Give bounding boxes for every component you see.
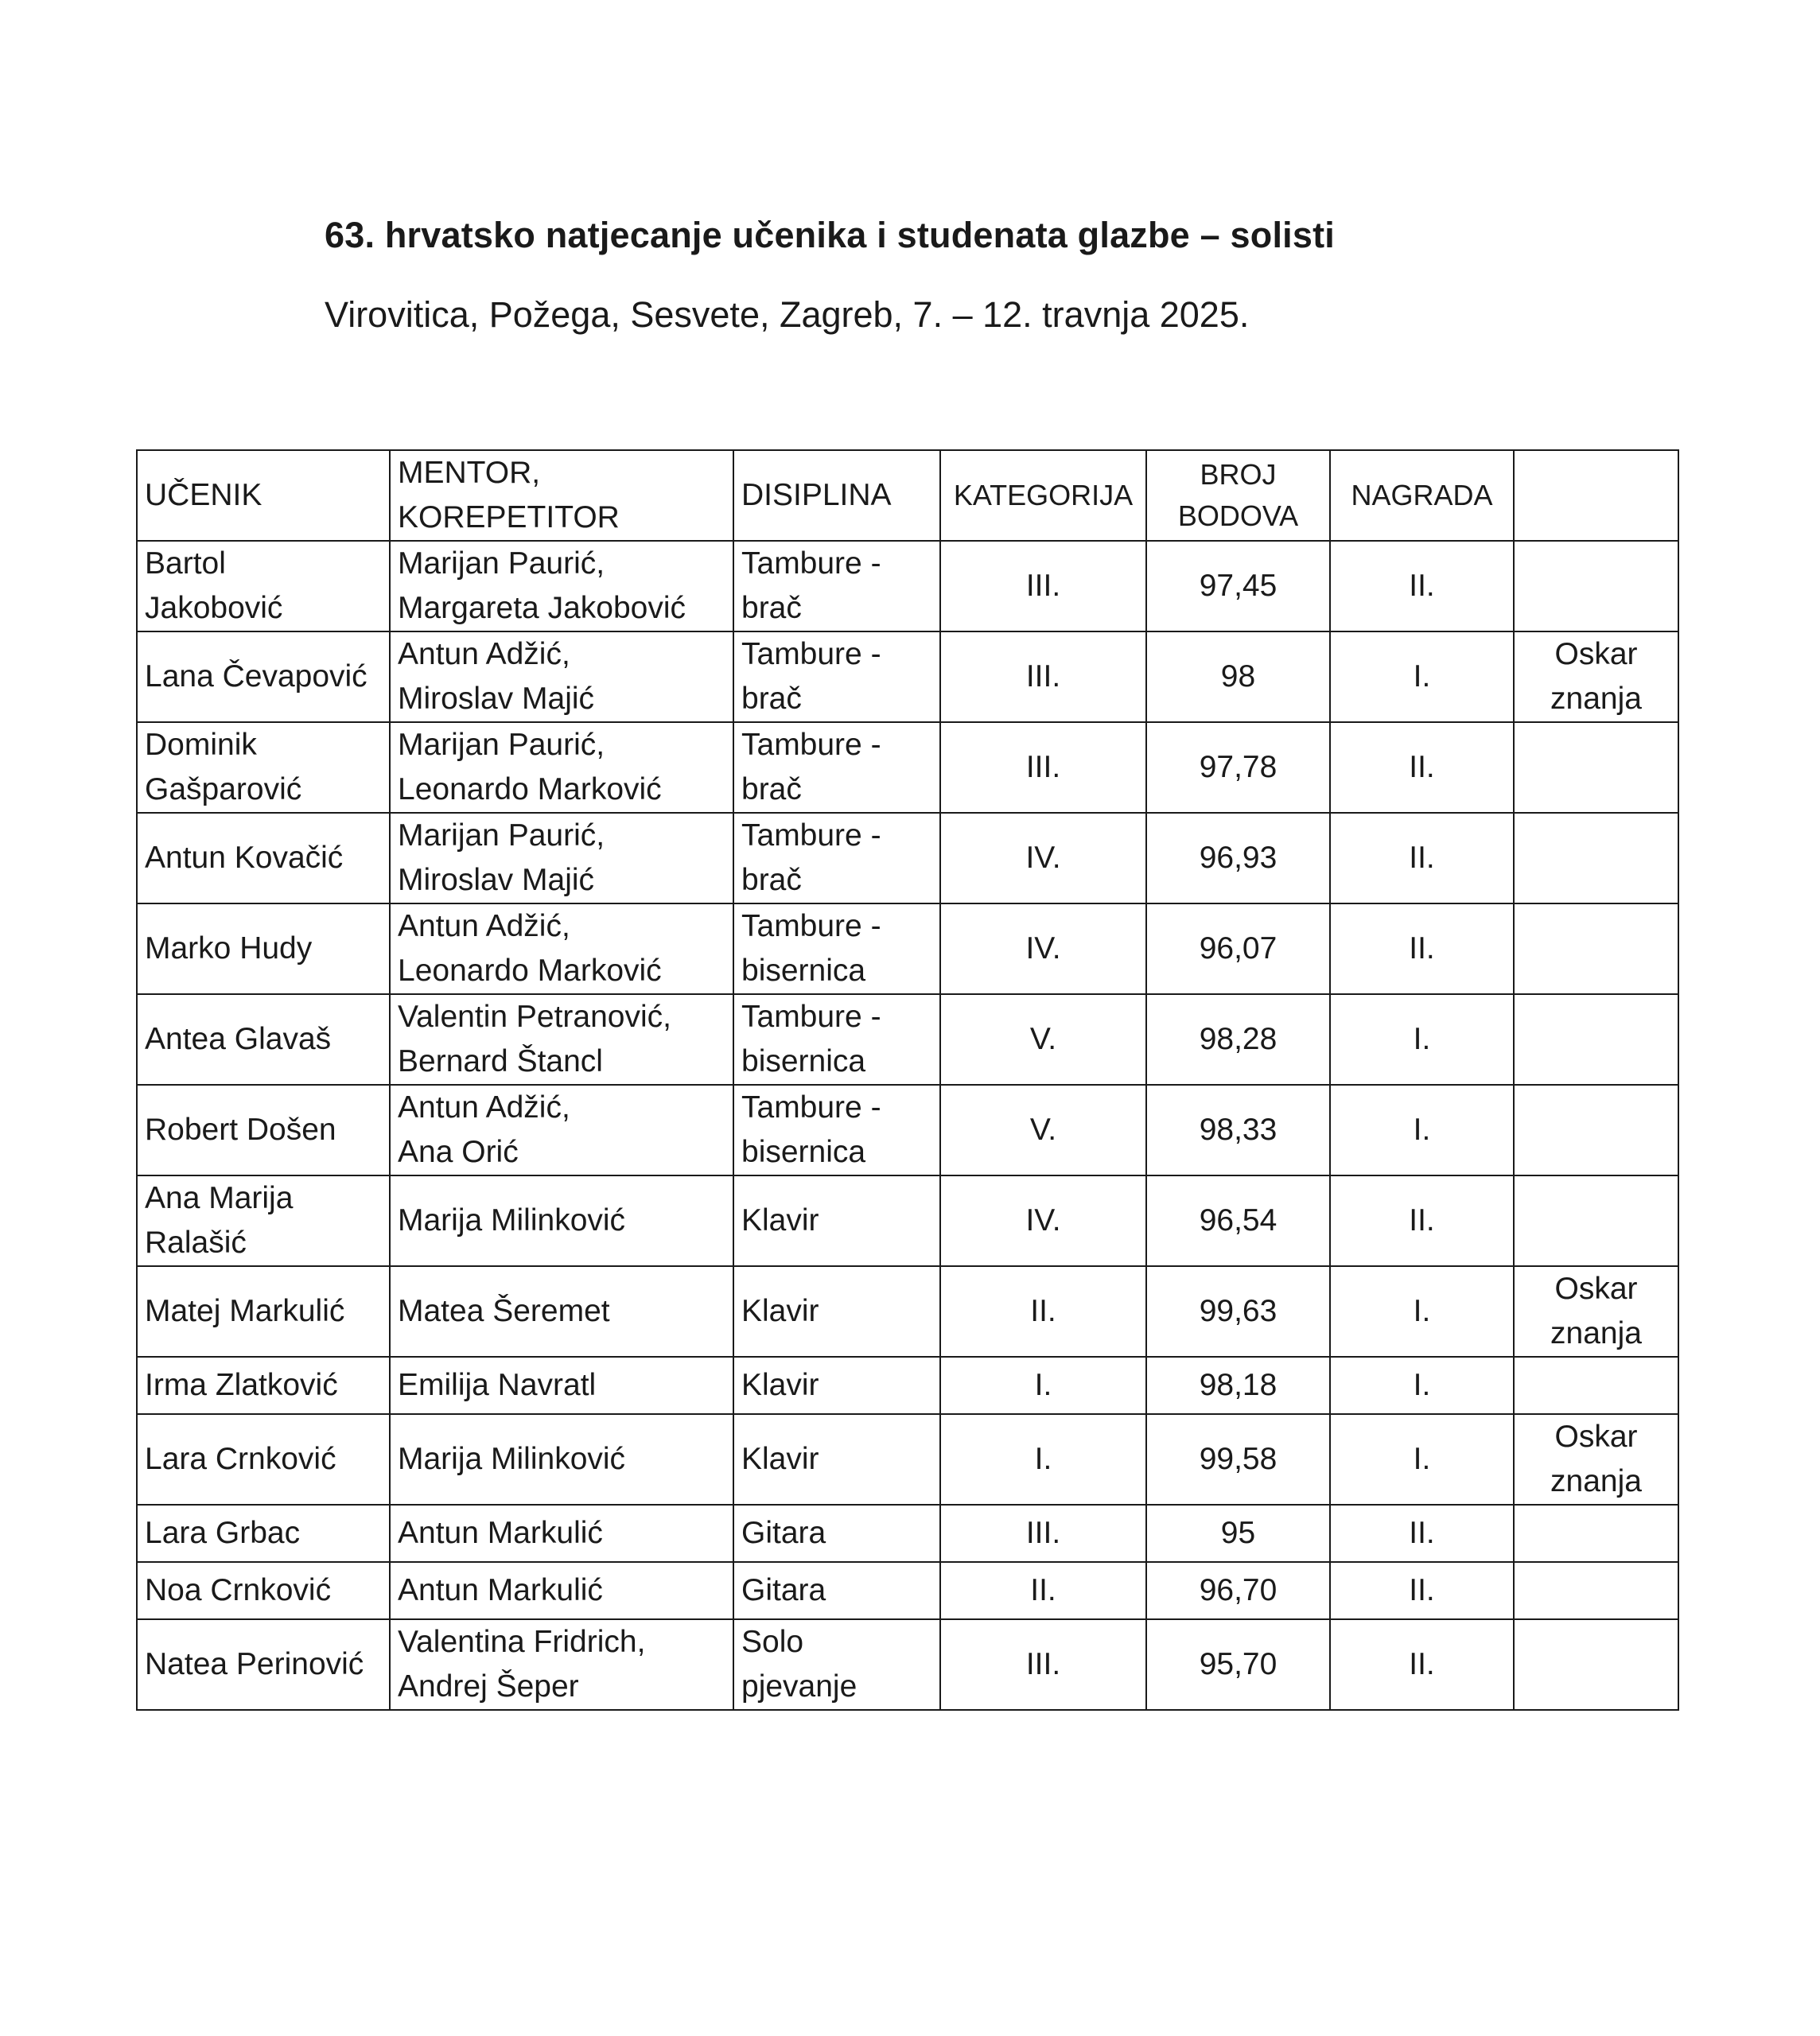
cell-kategorija: IV. (940, 813, 1146, 903)
cell-extra (1514, 1357, 1678, 1414)
cell-mentor-line: Leonardo Marković (398, 772, 662, 806)
table-row (137, 541, 1678, 631)
cell-extra (1514, 1414, 1678, 1505)
table-row (137, 1085, 1678, 1175)
cell-mentor-line: Miroslav Majić (398, 682, 595, 716)
cell-kategorija: I. (940, 1414, 1146, 1505)
cell-kategorija: V. (940, 1085, 1146, 1175)
table-body (137, 541, 1678, 1710)
cell-bodovi: 97,45 (1146, 541, 1330, 631)
cell-ucenik-line: Gašparović (145, 772, 302, 806)
cell-ucenik-line: Antea Glavaš (145, 1022, 332, 1056)
results-table (136, 449, 1679, 1711)
header-bodovi (1146, 450, 1330, 541)
cell-disiplina-line: Solo (741, 1625, 804, 1659)
cell-bodovi: 98,33 (1146, 1085, 1330, 1175)
table-row (137, 903, 1678, 994)
cell-ucenik-line: Ana Marija (145, 1181, 294, 1215)
table-header-row (137, 450, 1678, 541)
cell-disiplina-line: Klavir (741, 1294, 819, 1328)
cell-disiplina-line: Gitara (741, 1573, 826, 1607)
header-mentor (390, 450, 733, 541)
cell-kategorija: IV. (940, 903, 1146, 994)
table-row (137, 994, 1678, 1085)
cell-disiplina-line: Tambure - (741, 818, 881, 853)
cell-disiplina (733, 1562, 940, 1619)
cell-extra-line: Oskar (1554, 1420, 1638, 1454)
cell-mentor-line: Valentin Petranović, (398, 1000, 671, 1034)
cell-disiplina-line: brač (741, 863, 802, 897)
cell-nagrada: II. (1330, 1505, 1514, 1562)
table-row (137, 1414, 1678, 1505)
cell-ucenik (137, 1414, 390, 1505)
cell-ucenik (137, 1085, 390, 1175)
table-row (137, 1175, 1678, 1266)
cell-extra-line: znanja (1550, 1464, 1642, 1498)
table-row (137, 1357, 1678, 1414)
cell-disiplina-line: bisernica (741, 1135, 866, 1169)
header-bodovi-line2: BODOVA (1177, 499, 1299, 532)
cell-ucenik-line: Lara Grbac (145, 1516, 301, 1550)
cell-ucenik (137, 1505, 390, 1562)
cell-disiplina (733, 903, 940, 994)
cell-disiplina (733, 631, 940, 722)
table-row (137, 1266, 1678, 1357)
cell-bodovi: 99,58 (1146, 1414, 1330, 1505)
cell-kategorija: II. (940, 1266, 1146, 1357)
page-subtitle: Virovitica, Požega, Sesvete, Zagreb, 7. – 12. travnja 2025. (325, 294, 1250, 335)
cell-mentor (390, 903, 733, 994)
cell-disiplina-line: brač (741, 682, 802, 716)
cell-mentor-line: Emilija Navratl (398, 1368, 597, 1402)
cell-mentor-line: Valentina Fridrich, (398, 1625, 646, 1659)
cell-ucenik-line: Natea Perinović (145, 1647, 364, 1681)
cell-mentor (390, 1414, 733, 1505)
cell-extra (1514, 1505, 1678, 1562)
cell-mentor (390, 541, 733, 631)
cell-kategorija: I. (940, 1357, 1146, 1414)
cell-ucenik (137, 1175, 390, 1266)
cell-disiplina (733, 1505, 940, 1562)
table-row (137, 1619, 1678, 1710)
cell-bodovi: 96,07 (1146, 903, 1330, 994)
cell-kategorija: III. (940, 631, 1146, 722)
cell-nagrada: I. (1330, 1414, 1514, 1505)
cell-mentor-line: Leonardo Marković (398, 954, 662, 988)
cell-nagrada: II. (1330, 541, 1514, 631)
cell-disiplina-line: bisernica (741, 1044, 866, 1078)
cell-ucenik-line: Lara Crnković (145, 1442, 336, 1476)
cell-mentor-line: Antun Markulić (398, 1573, 603, 1607)
cell-disiplina-line: Gitara (741, 1516, 826, 1550)
cell-ucenik (137, 1266, 390, 1357)
cell-ucenik-line: Bartol (145, 546, 226, 581)
cell-disiplina-line: Klavir (741, 1368, 819, 1402)
cell-extra (1514, 994, 1678, 1085)
cell-ucenik (137, 1562, 390, 1619)
cell-extra-line: Oskar (1554, 637, 1638, 671)
cell-bodovi: 96,70 (1146, 1562, 1330, 1619)
cell-extra (1514, 1085, 1678, 1175)
cell-extra-line: Oskar (1554, 1272, 1638, 1306)
cell-disiplina-line: bisernica (741, 954, 866, 988)
cell-disiplina (733, 1266, 940, 1357)
cell-mentor (390, 722, 733, 813)
cell-nagrada: I. (1330, 994, 1514, 1085)
cell-kategorija: III. (940, 1505, 1146, 1562)
cell-nagrada: I. (1330, 1266, 1514, 1357)
cell-ucenik-line: Jakobović (145, 591, 283, 625)
cell-disiplina (733, 1175, 940, 1266)
cell-kategorija: III. (940, 722, 1146, 813)
cell-mentor-line: Marijan Paurić, (398, 818, 605, 853)
cell-mentor (390, 1357, 733, 1414)
cell-extra (1514, 1266, 1678, 1357)
cell-nagrada: I. (1330, 631, 1514, 722)
cell-kategorija: IV. (940, 1175, 1146, 1266)
cell-mentor-line: Marijan Paurić, (398, 728, 605, 762)
cell-bodovi: 96,93 (1146, 813, 1330, 903)
cell-mentor-line: Ana Orić (398, 1135, 519, 1169)
cell-nagrada: II. (1330, 1562, 1514, 1619)
cell-mentor-line: Marijan Paurić, (398, 546, 605, 581)
cell-extra (1514, 541, 1678, 631)
cell-disiplina (733, 1414, 940, 1505)
header-mentor-line1: MENTOR, (398, 456, 541, 490)
cell-disiplina (733, 1619, 940, 1710)
cell-bodovi: 98,28 (1146, 994, 1330, 1085)
cell-ucenik (137, 1619, 390, 1710)
cell-mentor-line: Marija Milinković (398, 1442, 626, 1476)
cell-bodovi: 95,70 (1146, 1619, 1330, 1710)
header-extra (1514, 450, 1678, 541)
cell-ucenik-line: Dominik (145, 728, 257, 762)
cell-mentor (390, 1619, 733, 1710)
cell-disiplina (733, 722, 940, 813)
cell-disiplina (733, 1357, 940, 1414)
cell-disiplina-line: pjevanje (741, 1669, 858, 1704)
cell-disiplina-line: Tambure - (741, 637, 881, 671)
cell-extra (1514, 813, 1678, 903)
cell-disiplina-line: Tambure - (741, 728, 881, 762)
cell-disiplina (733, 1085, 940, 1175)
cell-kategorija: II. (940, 1562, 1146, 1619)
cell-bodovi: 95 (1146, 1505, 1330, 1562)
cell-ucenik (137, 722, 390, 813)
cell-disiplina (733, 994, 940, 1085)
cell-mentor (390, 813, 733, 903)
cell-mentor (390, 1266, 733, 1357)
cell-bodovi: 99,63 (1146, 1266, 1330, 1357)
cell-kategorija: III. (940, 541, 1146, 631)
table-row (137, 631, 1678, 722)
cell-bodovi: 97,78 (1146, 722, 1330, 813)
cell-ucenik-line: Robert Došen (145, 1113, 336, 1147)
cell-ucenik (137, 994, 390, 1085)
header-bodovi-line1: BROJ (1200, 458, 1277, 491)
cell-kategorija: V. (940, 994, 1146, 1085)
cell-nagrada: II. (1330, 813, 1514, 903)
cell-nagrada: I. (1330, 1085, 1514, 1175)
cell-extra (1514, 631, 1678, 722)
cell-mentor (390, 631, 733, 722)
cell-ucenik (137, 1357, 390, 1414)
cell-disiplina-line: brač (741, 772, 802, 806)
cell-mentor-line: Antun Markulić (398, 1516, 603, 1550)
cell-extra (1514, 722, 1678, 813)
cell-disiplina (733, 813, 940, 903)
cell-extra-line: znanja (1550, 1316, 1642, 1350)
cell-mentor (390, 1505, 733, 1562)
cell-extra (1514, 1175, 1678, 1266)
cell-mentor-line: Antun Adžić, (398, 909, 570, 943)
header-disiplina: DISIPLINA (733, 450, 940, 541)
cell-ucenik-line: Noa Crnković (145, 1573, 332, 1607)
table-row (137, 1562, 1678, 1619)
cell-mentor-line: Margareta Jakobović (398, 591, 686, 625)
cell-mentor-line: Bernard Štancl (398, 1044, 603, 1078)
cell-disiplina-line: Tambure - (741, 1000, 881, 1034)
cell-nagrada: II. (1330, 722, 1514, 813)
cell-ucenik-line: Ralašić (145, 1226, 247, 1260)
cell-disiplina-line: Klavir (741, 1442, 819, 1476)
header-nagrada: NAGRADA (1330, 450, 1514, 541)
cell-disiplina-line: Tambure - (741, 909, 881, 943)
cell-mentor-line: Antun Adžić, (398, 637, 570, 671)
cell-ucenik (137, 541, 390, 631)
cell-mentor-line: Antun Adžić, (398, 1090, 570, 1125)
cell-mentor (390, 994, 733, 1085)
cell-mentor-line: Andrej Šeper (398, 1669, 579, 1704)
header-mentor-line2: KOREPETITOR (398, 500, 620, 534)
cell-ucenik-line: Matej Markulić (145, 1294, 345, 1328)
cell-nagrada: II. (1330, 1175, 1514, 1266)
cell-mentor-line: Matea Šeremet (398, 1294, 610, 1328)
cell-nagrada: II. (1330, 1619, 1514, 1710)
cell-mentor (390, 1562, 733, 1619)
cell-disiplina-line: Tambure - (741, 546, 881, 581)
cell-ucenik (137, 813, 390, 903)
cell-extra-line: znanja (1550, 682, 1642, 716)
cell-ucenik-line: Lana Čevapović (145, 659, 368, 694)
table-row (137, 722, 1678, 813)
table-row (137, 813, 1678, 903)
cell-mentor-line: Marija Milinković (398, 1203, 626, 1238)
cell-ucenik-line: Marko Hudy (145, 931, 313, 966)
cell-bodovi: 98 (1146, 631, 1330, 722)
cell-nagrada: II. (1330, 903, 1514, 994)
header-ucenik: UČENIK (137, 450, 390, 541)
cell-extra (1514, 1619, 1678, 1710)
cell-disiplina-line: Klavir (741, 1203, 819, 1238)
cell-ucenik-line: Irma Zlatković (145, 1368, 338, 1402)
header-kategorija: KATEGORIJA (940, 450, 1146, 541)
cell-extra (1514, 1562, 1678, 1619)
cell-disiplina (733, 541, 940, 631)
cell-extra (1514, 903, 1678, 994)
cell-mentor (390, 1085, 733, 1175)
cell-kategorija: III. (940, 1619, 1146, 1710)
cell-ucenik (137, 903, 390, 994)
cell-mentor-line: Miroslav Majić (398, 863, 595, 897)
cell-disiplina-line: brač (741, 591, 802, 625)
cell-bodovi: 96,54 (1146, 1175, 1330, 1266)
cell-bodovi: 98,18 (1146, 1357, 1330, 1414)
cell-disiplina-line: Tambure - (741, 1090, 881, 1125)
table-row (137, 1505, 1678, 1562)
cell-nagrada: I. (1330, 1357, 1514, 1414)
cell-ucenik (137, 631, 390, 722)
page-title: 63. hrvatsko natjecanje učenika i studenata glazbe – solisti (325, 215, 1335, 255)
cell-mentor (390, 1175, 733, 1266)
cell-ucenik-line: Antun Kovačić (145, 841, 344, 875)
